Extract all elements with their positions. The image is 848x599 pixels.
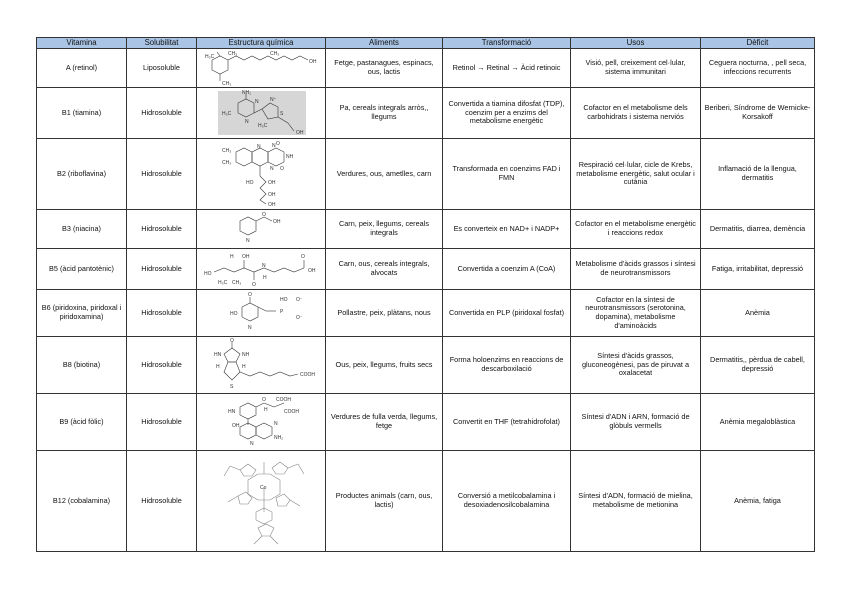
svg-text:N⁺: N⁺ <box>270 97 277 103</box>
svg-text:O: O <box>276 141 280 147</box>
svg-text:P: P <box>280 309 284 315</box>
vitamina-cell: B6 (piridoxina, piridoxal i piridoxamina) <box>37 290 127 337</box>
svg-text:O: O <box>280 166 284 172</box>
svg-text:OH: OH <box>296 130 304 136</box>
svg-text:NH₂: NH₂ <box>274 435 284 441</box>
svg-text:HO: HO <box>280 297 288 303</box>
deficit-cell: Anèmia, fatiga <box>701 451 815 552</box>
table-row <box>37 290 815 337</box>
svg-text:S: S <box>280 111 284 117</box>
svg-text:NH: NH <box>242 352 250 358</box>
svg-text:H: H <box>230 254 234 260</box>
aliments-cell: Pa, cereals integrals arròs,, llegums <box>326 88 443 139</box>
svg-text:NH₂: NH₂ <box>242 90 252 96</box>
svg-text:CH₃: CH₃ <box>222 160 232 166</box>
structure-cell <box>197 451 326 552</box>
svg-text:NH: NH <box>286 154 294 160</box>
usos-cell: Metabolisme d'àcids grassos i síntesi de neurotransmissors <box>571 249 701 290</box>
vitamina-cell: B2 (riboflavina) <box>37 139 127 210</box>
table-row <box>37 394 815 451</box>
usos-cell: Síntesi d'ADN, formació de mielina, metabolisme de metionina <box>571 451 701 552</box>
table-row <box>37 139 815 210</box>
usos-cell: Cofactor en el metabolisme dels carbohidrats i sistema nerviós <box>571 88 701 139</box>
transformacio-cell: Forma holoenzims en reaccions de descarboxilació <box>443 337 571 394</box>
svg-text:HN: HN <box>214 352 222 358</box>
svg-text:H₃C: H₃C <box>258 123 268 129</box>
vitamina-cell: B12 (cobalamina) <box>37 451 127 552</box>
svg-text:OH: OH <box>309 59 317 65</box>
deficit-cell: Dermatitis, diarrea, demència <box>701 210 815 249</box>
folic-acid-structure-icon <box>200 395 325 449</box>
usos-cell: Síntesi d'àcids grassos, gluconeogènesi, pas de piruvat a oxalacetat <box>571 337 701 394</box>
header-aliments: Aliments <box>326 38 443 49</box>
deficit-cell: Beriberi, Síndrome de Wernicke-Korsakoff <box>701 88 815 139</box>
solubilitat-cell: Hidrosoluble <box>127 337 197 394</box>
structure-cell <box>197 394 326 451</box>
aliments-cell: Fetge, pastanagues, espinacs, ous, lactis <box>326 49 443 88</box>
retinol-structure-icon <box>200 50 325 86</box>
aliments-cell: Verdures, ous, ametlles, carn <box>326 139 443 210</box>
svg-text:O: O <box>248 292 252 298</box>
solubilitat-cell: Hidrosoluble <box>127 290 197 337</box>
svg-text:O⁻: O⁻ <box>296 297 303 303</box>
vitamina-cell: B5 (àcid pantotènic) <box>37 249 127 290</box>
svg-text:CH₃: CH₃ <box>270 51 280 57</box>
vitamina-cell: B1 (tiamina) <box>37 88 127 139</box>
structure-cell <box>197 249 326 290</box>
svg-text:OH: OH <box>268 192 276 198</box>
svg-text:OH: OH <box>273 219 281 225</box>
deficit-cell: Fatiga, irritabilitat, depressió <box>701 249 815 290</box>
structure-cell <box>197 88 326 139</box>
usos-cell: Cofactor en el metabolisme energètic i reaccions redox <box>571 210 701 249</box>
svg-text:HN: HN <box>228 409 236 415</box>
svg-text:N: N <box>245 119 249 125</box>
svg-text:N: N <box>272 143 276 149</box>
vitamina-cell: B8 (biotina) <box>37 337 127 394</box>
svg-text:OH: OH <box>268 202 276 208</box>
aliments-cell: Ous, peix, llegums, fruits secs <box>326 337 443 394</box>
svg-text:O: O <box>230 338 234 344</box>
deficit-cell: Inflamació de la llengua, dermatitis <box>701 139 815 210</box>
svg-text:O: O <box>262 212 266 218</box>
structure-cell <box>197 290 326 337</box>
svg-text:HO: HO <box>230 311 238 317</box>
deficit-cell: Dermatitis,, pèrdua de cabell, depressió <box>701 337 815 394</box>
svg-text:S: S <box>230 384 234 390</box>
solubilitat-cell: Hidrosoluble <box>127 249 197 290</box>
table-row <box>37 49 815 88</box>
vitamina-cell: B9 (àcid fòlic) <box>37 394 127 451</box>
svg-text:H₃C: H₃C <box>218 280 228 286</box>
svg-text:CH₃: CH₃ <box>222 148 232 154</box>
svg-text:CH₃: CH₃ <box>222 81 232 86</box>
svg-text:N: N <box>274 421 278 427</box>
usos-cell: Cofactor en la síntesi de neurotransmissors (serotonina, dopamina), metabolisme d'aminoàcids <box>571 290 701 337</box>
table-row <box>37 210 815 249</box>
pyridoxal-phosphate-structure-icon <box>200 291 325 335</box>
cobalamin-structure-icon <box>200 452 325 550</box>
aliments-cell: Carn, peix, llegums, cereals integrals <box>326 210 443 249</box>
svg-text:H: H <box>264 407 268 413</box>
header-usos: Usos <box>571 38 701 49</box>
svg-text:H₃C: H₃C <box>205 54 215 60</box>
header-row <box>37 38 815 49</box>
transformacio-cell: Retinol → Retinal → Àcid retinoic <box>443 49 571 88</box>
vitamins-table <box>36 37 815 552</box>
header-solubilitat: Solubilitat <box>127 38 197 49</box>
table-row <box>37 249 815 290</box>
svg-text:H: H <box>263 275 267 281</box>
structure-cell <box>197 210 326 249</box>
svg-text:OH: OH <box>232 423 240 429</box>
svg-text:COOH: COOH <box>300 372 315 378</box>
deficit-cell: Ceguera nocturna, , pell seca, infeccions recurrents <box>701 49 815 88</box>
biotin-structure-icon <box>200 338 325 392</box>
thiamine-structure-icon <box>200 89 325 137</box>
table-row <box>37 88 815 139</box>
svg-text:HO: HO <box>246 180 254 186</box>
aliments-cell: Productes animals (carn, ous, lactis) <box>326 451 443 552</box>
solubilitat-cell: Hidrosoluble <box>127 451 197 552</box>
table-row <box>37 337 815 394</box>
svg-text:H₃C: H₃C <box>222 111 232 117</box>
svg-text:Co: Co <box>260 485 267 491</box>
solubilitat-cell: Hidrosoluble <box>127 88 197 139</box>
transformacio-cell: Convertida a tiamina difosfat (TDP), coenzim per a enzims del metabolisme energètic <box>443 88 571 139</box>
structure-cell <box>197 337 326 394</box>
svg-text:N: N <box>257 144 261 150</box>
svg-text:COOH: COOH <box>276 397 291 403</box>
solubilitat-cell: Hidrosoluble <box>127 394 197 451</box>
svg-text:O: O <box>262 397 266 403</box>
pantothenic-acid-structure-icon <box>200 250 325 288</box>
deficit-cell: Anèmia megaloblàstica <box>701 394 815 451</box>
header-estructura: Estructura química <box>197 38 326 49</box>
svg-text:OH: OH <box>268 180 276 186</box>
svg-text:N: N <box>248 325 252 331</box>
vitamina-cell: B3 (niacina) <box>37 210 127 249</box>
svg-text:N: N <box>255 99 259 105</box>
transformacio-cell: Es converteix en NAD+ i NADP+ <box>443 210 571 249</box>
transformacio-cell: Convertida a coenzim A (CoA) <box>443 249 571 290</box>
svg-text:H: H <box>216 364 220 370</box>
transformacio-cell: Convertida en PLP (piridoxal fosfat) <box>443 290 571 337</box>
svg-text:O⁻: O⁻ <box>296 315 303 321</box>
riboflavin-structure-icon <box>200 140 325 208</box>
solubilitat-cell: Hidrosoluble <box>127 139 197 210</box>
transformacio-cell: Conversió a metilcobalamina i desoxiadenosilcobalamina <box>443 451 571 552</box>
structure-cell <box>197 139 326 210</box>
usos-cell: Síntesi d'ADN i ARN, formació de glòbuls vermells <box>571 394 701 451</box>
svg-text:H: H <box>242 364 246 370</box>
svg-text:O: O <box>301 254 305 260</box>
aliments-cell: Pollastre, peix, plàtans, nous <box>326 290 443 337</box>
svg-text:N: N <box>250 441 254 447</box>
aliments-cell: Verdures de fulla verda, llegums, fetge <box>326 394 443 451</box>
svg-text:OH: OH <box>308 268 316 274</box>
svg-text:OH: OH <box>242 254 250 260</box>
usos-cell: Visió, pell, creixement cel·lular, sistema immunitari <box>571 49 701 88</box>
vitamina-cell: A (retinol) <box>37 49 127 88</box>
deficit-cell: Anèmia <box>701 290 815 337</box>
transformacio-cell: Transformada en coenzims FAD i FMN <box>443 139 571 210</box>
header-deficit: Dèficit <box>701 38 815 49</box>
svg-text:COOH: COOH <box>284 409 299 415</box>
svg-text:N: N <box>246 238 250 244</box>
svg-text:HO: HO <box>204 271 212 277</box>
svg-text:N: N <box>262 263 266 269</box>
transformacio-cell: Convertit en THF (tetrahidrofolat) <box>443 394 571 451</box>
table-row <box>37 451 815 552</box>
niacin-structure-icon <box>200 211 325 247</box>
usos-cell: Respiració cel·lular, cicle de Krebs, metabolisme energètic, salut ocular i cutània <box>571 139 701 210</box>
svg-text:O: O <box>252 282 256 288</box>
header-vitamina: Vitamina <box>37 38 127 49</box>
structure-cell <box>197 49 326 88</box>
svg-text:CH₃: CH₃ <box>228 51 238 57</box>
header-transformacio: Transformació <box>443 38 571 49</box>
solubilitat-cell: Liposoluble <box>127 49 197 88</box>
aliments-cell: Carn, ous, cereals integrals, alvocats <box>326 249 443 290</box>
svg-text:N: N <box>270 166 274 172</box>
solubilitat-cell: Hidrosoluble <box>127 210 197 249</box>
svg-text:CH₃: CH₃ <box>232 280 242 286</box>
